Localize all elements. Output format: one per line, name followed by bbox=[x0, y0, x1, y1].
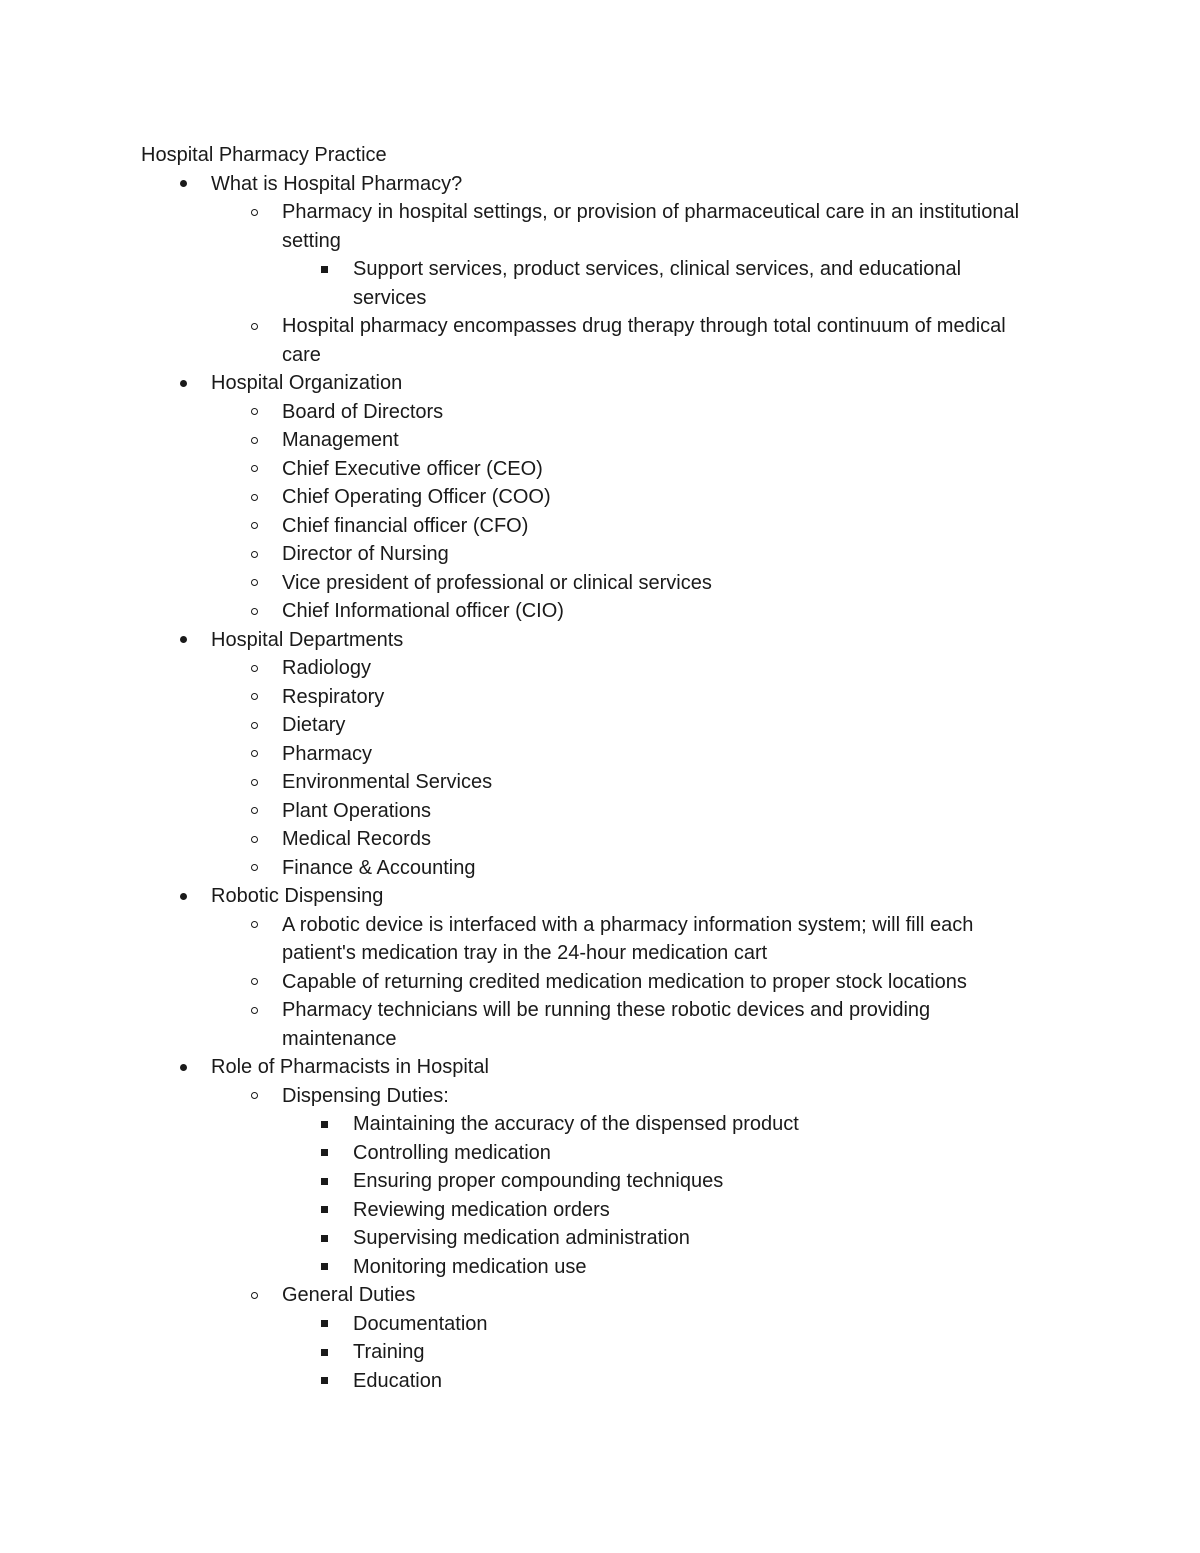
hollow-circle-bullet-icon bbox=[247, 911, 261, 940]
outline-item-level-1 bbox=[0, 882, 1041, 911]
hollow-circle-bullet-icon bbox=[247, 996, 261, 1025]
hollow-circle-bullet-icon bbox=[247, 455, 261, 484]
outline-item-level-2 bbox=[0, 398, 1032, 427]
outline-item-text: Board of Directors bbox=[282, 400, 444, 423]
outline-item-text: Pharmacy bbox=[282, 742, 373, 765]
filled-square-bullet-icon bbox=[317, 1338, 331, 1367]
outline-item-level-2 bbox=[0, 483, 1032, 512]
outline-item-level-3 bbox=[0, 1367, 1023, 1396]
outline-item-text: Hospital Departments bbox=[211, 628, 404, 651]
outline-item-level-2 bbox=[0, 683, 1032, 712]
outline-item-level-3 bbox=[0, 1167, 1023, 1196]
hollow-circle-bullet-icon bbox=[247, 768, 261, 797]
hollow-circle-bullet-icon bbox=[247, 1281, 261, 1310]
outline-item-text: Documentation bbox=[353, 1312, 488, 1335]
hollow-circle-bullet-icon bbox=[247, 483, 261, 512]
filled-square-bullet-icon bbox=[317, 1167, 331, 1196]
filled-circle-bullet-icon bbox=[176, 626, 190, 655]
outline-item-level-2 bbox=[0, 312, 1032, 369]
outline-item-level-2 bbox=[0, 455, 1032, 484]
outline-item-level-3 bbox=[0, 1196, 1023, 1225]
filled-square-bullet-icon bbox=[317, 1310, 331, 1339]
outline-item-text: Plant Operations bbox=[282, 799, 431, 822]
outline-item-level-3 bbox=[0, 1310, 1023, 1339]
outline-item-text: Management bbox=[282, 429, 399, 451]
outline-item-level-2 bbox=[0, 512, 1032, 541]
outline-item-text: Robotic Dispensing bbox=[211, 885, 384, 907]
hollow-circle-bullet-icon bbox=[247, 825, 261, 854]
hollow-circle-bullet-icon bbox=[247, 569, 261, 598]
outline-item-level-3 bbox=[0, 1110, 1023, 1139]
outline-item-level-2 bbox=[0, 1082, 1032, 1111]
outline-item-level-2 bbox=[0, 654, 1032, 683]
outline-item-text: Training bbox=[353, 1341, 425, 1363]
outline-item-text: Finance & Accounting bbox=[282, 856, 476, 879]
hollow-circle-bullet-icon bbox=[247, 398, 261, 427]
outline-item-text: Chief Informational officer (CIO) bbox=[282, 600, 564, 622]
hollow-circle-bullet-icon bbox=[247, 683, 261, 712]
filled-circle-bullet-icon bbox=[176, 1053, 190, 1082]
hollow-circle-bullet-icon bbox=[247, 540, 261, 569]
outline-item-level-3 bbox=[0, 1139, 1023, 1168]
outline-item-text: Hospital Organization bbox=[211, 372, 403, 394]
outline-item-level-3 bbox=[0, 1253, 1023, 1282]
outline-item-text: Director of Nursing bbox=[282, 543, 449, 565]
outline-item-level-2 bbox=[0, 426, 1032, 455]
outline-item-level-2 bbox=[0, 825, 1032, 854]
hollow-circle-bullet-icon bbox=[247, 968, 261, 997]
hollow-circle-bullet-icon bbox=[247, 654, 261, 683]
hollow-circle-bullet-icon bbox=[247, 711, 261, 740]
outline-item-level-2 bbox=[0, 797, 1032, 826]
filled-square-bullet-icon bbox=[317, 1196, 331, 1225]
outline-item-text: Support services, product services, clinical services, and educational services bbox=[353, 258, 962, 309]
filled-square-bullet-icon bbox=[317, 1139, 331, 1168]
hollow-circle-bullet-icon bbox=[247, 312, 261, 341]
outline-item-text: Capable of returning credited medication medication to proper stock locations bbox=[282, 970, 967, 993]
outline-item-level-2 bbox=[0, 569, 1032, 598]
hollow-circle-bullet-icon bbox=[247, 797, 261, 826]
outline-item-text: Dispensing Duties: bbox=[282, 1084, 449, 1107]
hollow-circle-bullet-icon bbox=[247, 597, 261, 626]
filled-circle-bullet-icon bbox=[176, 369, 190, 398]
outline-item-text: Dietary bbox=[282, 714, 346, 736]
outline-item-text: Education bbox=[353, 1369, 442, 1392]
outline-item-text: General Duties bbox=[282, 1284, 416, 1306]
outline-item-level-3 bbox=[0, 255, 1023, 312]
outline-item-text: Monitoring medication use bbox=[353, 1255, 587, 1278]
filled-square-bullet-icon bbox=[317, 255, 331, 284]
outline-item-level-1 bbox=[0, 369, 1041, 398]
filled-circle-bullet-icon bbox=[176, 882, 190, 911]
hollow-circle-bullet-icon bbox=[247, 426, 261, 455]
outline-item-level-2 bbox=[0, 740, 1032, 769]
hollow-circle-bullet-icon bbox=[247, 1082, 261, 1111]
outline-item-text: Role of Pharmacists in Hospital bbox=[211, 1056, 489, 1078]
outline-item-level-2 bbox=[0, 711, 1032, 740]
outline-item-text: Pharmacy technicians will be running these robotic devices and providing maintenance bbox=[282, 999, 931, 1050]
outline-item-level-2 bbox=[0, 540, 1032, 569]
outline-item-level-2 bbox=[0, 996, 1032, 1053]
outline-item-text: Controlling medication bbox=[353, 1141, 551, 1164]
outline-item-level-2 bbox=[0, 1281, 1032, 1310]
outline-item-text: A robotic device is interfaced with a pharmacy information system; will fill each patient's medication tray in the 24-hour medication cart bbox=[282, 913, 974, 964]
outline-item-level-1 bbox=[0, 1053, 1041, 1082]
outline-item-text: Ensuring proper compounding techniques bbox=[353, 1170, 724, 1192]
filled-square-bullet-icon bbox=[317, 1224, 331, 1253]
filled-square-bullet-icon bbox=[317, 1253, 331, 1282]
outline-item-text: Reviewing medication orders bbox=[353, 1198, 610, 1221]
hollow-circle-bullet-icon bbox=[247, 854, 261, 883]
filled-circle-bullet-icon bbox=[176, 170, 190, 199]
outline-item-level-2 bbox=[0, 911, 1032, 968]
outline-item-text: Respiratory bbox=[282, 685, 385, 708]
outline-item-text: Chief Operating Officer (COO) bbox=[282, 486, 551, 508]
filled-square-bullet-icon bbox=[317, 1110, 331, 1139]
outline-item-text: Environmental Services bbox=[282, 771, 493, 793]
outline-item-level-3 bbox=[0, 1224, 1023, 1253]
document-title: Hospital Pharmacy Practice bbox=[141, 144, 387, 166]
outline-item-text: Radiology bbox=[282, 657, 371, 679]
outline-item-text: Vice president of professional or clinical services bbox=[282, 571, 712, 594]
outline-item-text: Medical Records bbox=[282, 828, 431, 850]
outline-item-level-2 bbox=[0, 854, 1032, 883]
outline-item-text: Hospital pharmacy encompasses drug therapy through total continuum of medical care bbox=[282, 315, 1006, 366]
outline-item-text: Chief financial officer (CFO) bbox=[282, 514, 529, 537]
hollow-circle-bullet-icon bbox=[247, 512, 261, 541]
hollow-circle-bullet-icon bbox=[247, 198, 261, 227]
outline-item-text: What is Hospital Pharmacy? bbox=[211, 172, 463, 195]
outline-item-text: Pharmacy in hospital settings, or provision of pharmaceutical care in an institutional setting bbox=[282, 201, 1020, 252]
filled-square-bullet-icon bbox=[317, 1367, 331, 1396]
outline-list bbox=[0, 170, 1200, 1396]
outline-item-level-3 bbox=[0, 1338, 1023, 1367]
outline-item-level-2 bbox=[0, 768, 1032, 797]
outline-item-level-2 bbox=[0, 198, 1032, 255]
hollow-circle-bullet-icon bbox=[247, 740, 261, 769]
outline-item-text: Supervising medication administration bbox=[353, 1227, 690, 1249]
outline-item-level-2 bbox=[0, 597, 1032, 626]
outline-item-level-1 bbox=[0, 626, 1041, 655]
outline-item-level-2 bbox=[0, 968, 1032, 997]
outline-item-text: Maintaining the accuracy of the dispensed product bbox=[353, 1113, 799, 1135]
outline-item-text: Chief Executive officer (CEO) bbox=[282, 457, 543, 480]
outline-item-level-1 bbox=[0, 170, 1041, 199]
